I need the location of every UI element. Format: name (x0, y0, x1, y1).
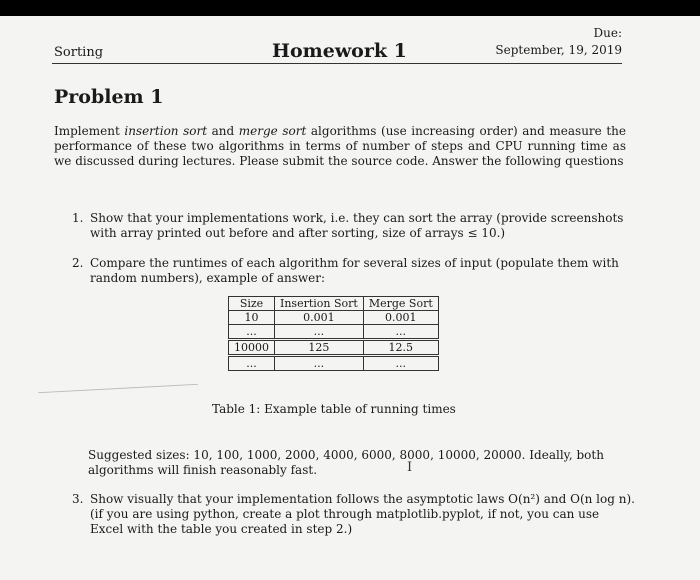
table-cell: 10000 (229, 340, 275, 356)
course-topic: Sorting (54, 45, 104, 60)
table-cell: 12.5 (363, 340, 438, 356)
table-cell: ... (363, 325, 438, 340)
table-cell: ... (275, 356, 364, 371)
table-header-row (229, 297, 439, 311)
table-cell: ... (363, 356, 438, 371)
runtime-table (228, 296, 439, 371)
column-header: Merge Sort (363, 297, 438, 311)
column-header: Size (229, 297, 275, 311)
page-header (0, 16, 700, 66)
intro-em-insertion: insertion sort (124, 124, 208, 138)
table-row (229, 311, 439, 325)
item-number: 3. (72, 492, 84, 506)
suggested-line: Suggested sizes: 10, 100, 1000, 2000, 4000, 6000, 8000, 10000, 20000. Ideally, both (88, 448, 604, 462)
table-cell: ... (275, 325, 364, 340)
item-line: (if you are using python, create a plot through matplotlib.pyplot, if not, you can use (90, 507, 600, 521)
item-number: 2. (72, 256, 84, 270)
table-row (229, 356, 439, 371)
intro-text-1: Implement (54, 124, 125, 138)
document-page (0, 16, 700, 580)
problem-title: Problem 1 (54, 86, 164, 108)
homework-title: Homework 1 (272, 40, 407, 62)
table-caption: Table 1: Example table of running times (212, 402, 456, 416)
text-cursor-icon: I (407, 460, 413, 475)
intro-text-3: algorithms (use increasing order) and measure the performance of these two algorithms in terms of number of steps and CPU running time as we discussed during lectures. Please submit the source code. Answer the following questions (54, 124, 626, 168)
suggested-line: algorithms will finish reasonably fast. (88, 463, 318, 477)
table-cell: 0.001 (275, 311, 364, 325)
table-cell: 0.001 (363, 311, 438, 325)
item-line: Excel with the table you created in step 2.) (90, 522, 353, 536)
intro-em-merge: merge sort (238, 124, 307, 138)
item-line: random numbers), example of answer: (90, 271, 326, 285)
column-header: Insertion Sort (275, 297, 364, 311)
suggested-sizes (88, 448, 628, 478)
item-line: Show visually that your implementation follows the asymptotic laws O(n²) and O(n log n). (90, 492, 635, 506)
item-text (90, 211, 623, 241)
table-cell: ... (229, 356, 275, 371)
table-cell: 125 (275, 340, 364, 356)
header-rule (52, 63, 622, 64)
intro-text-2: and (207, 124, 239, 138)
item-line: with array printed out before and after sorting, size of arrays ≤ 10.) (90, 226, 506, 240)
problem-intro (54, 124, 626, 169)
item-line: Compare the runtimes of each algorithm for several sizes of input (populate them with (90, 256, 619, 270)
due-label: Due: (593, 26, 622, 40)
item-number: 1. (72, 211, 84, 225)
item-text (90, 492, 635, 537)
due-date: September, 19, 2019 (495, 43, 622, 57)
scan-smudge (38, 384, 198, 393)
item-text (90, 256, 619, 286)
item-line: Show that your implementations work, i.e. they can sort the array (provide screenshots (90, 211, 624, 225)
table-row (229, 325, 439, 340)
table-row (229, 340, 439, 356)
table-cell: ... (229, 325, 275, 340)
table-cell: 10 (229, 311, 275, 325)
